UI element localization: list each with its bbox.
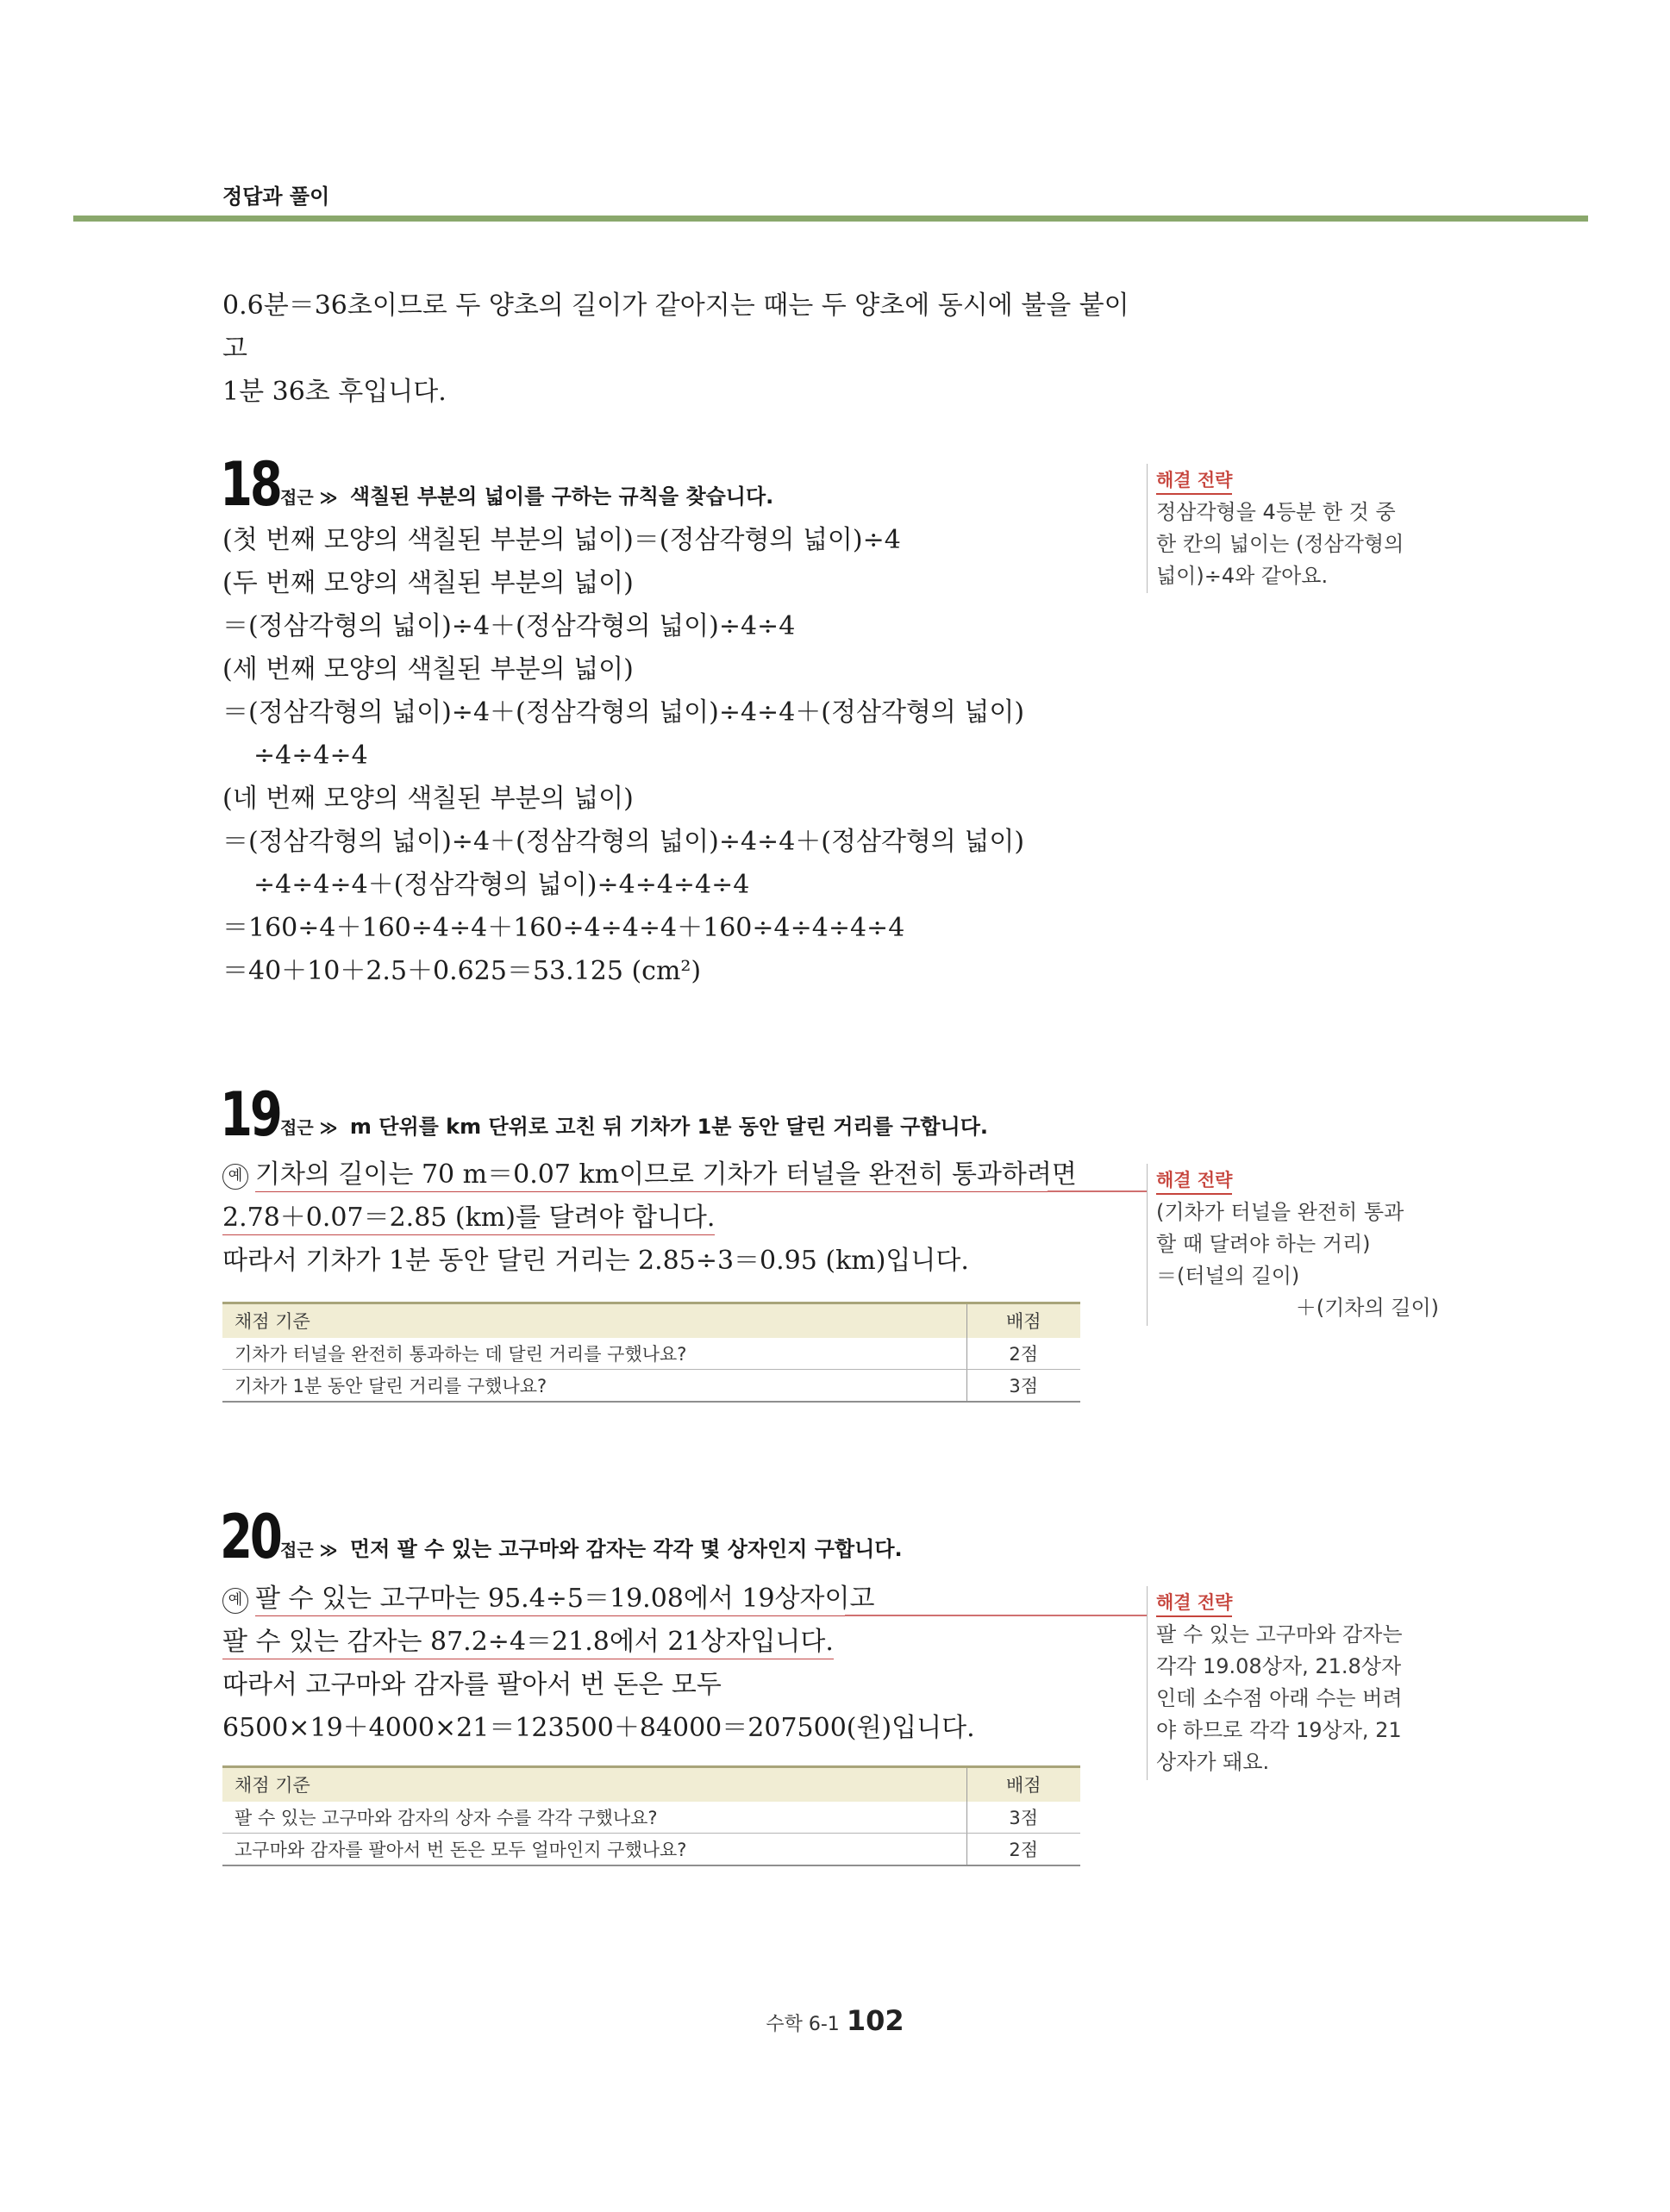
solution-line: 따라서 고구마와 감자를 팔아서 번 돈은 모두 <box>222 1670 722 1700</box>
score-cell: 2점 <box>966 1338 1080 1370</box>
criteria-cell: 기차가 터널을 완전히 통과하는 데 달린 거리를 구했나요? <box>222 1338 966 1370</box>
problem-number-19: 19 <box>220 1079 280 1150</box>
problem-number-20: 20 <box>220 1502 280 1572</box>
strategy-title: 해결 전략 <box>1156 1590 1232 1617</box>
approach-tag: 접근 ≫ <box>280 487 338 508</box>
approach-18 <box>280 479 773 509</box>
score-header: 배점 <box>966 1303 1080 1338</box>
footer-subject: 수학 6-1 <box>766 2014 840 2035</box>
strategy-line: 한 칸의 넓이는 (정삼각형의 <box>1156 532 1404 556</box>
approach-tag: 접근 ≫ <box>280 1540 338 1560</box>
header-divider <box>73 216 1588 222</box>
page-footer <box>0 2004 1670 2037</box>
solution-line: (첫 번째 모양의 색칠된 부분의 넓이)＝(정삼각형의 넓이)÷4 <box>222 525 901 555</box>
example-mark: 예 <box>222 1164 248 1190</box>
problem-number-18: 18 <box>220 449 280 520</box>
solution-line: ＝(정삼각형의 넓이)÷4＋(정삼각형의 넓이)÷4÷4＋(정삼각형의 넓이) <box>222 827 1025 857</box>
strategy-line: 인데 소수점 아래 수는 버려 <box>1156 1686 1403 1710</box>
score-header: 배점 <box>966 1767 1080 1802</box>
approach-text: 먼저 팔 수 있는 고구마와 감자는 각각 몇 상자인지 구합니다. <box>349 1537 903 1561</box>
approach-text: 색칠된 부분의 넓이를 구하는 규칙을 찾습니다. <box>349 484 774 509</box>
strategy-line: (기차가 터널을 완전히 통과 <box>1156 1200 1404 1224</box>
table-header-row <box>222 1767 1080 1802</box>
example-mark: 예 <box>222 1588 248 1614</box>
table-row <box>222 1338 1080 1370</box>
page-number: 102 <box>846 2004 904 2037</box>
strategy-line: 할 때 달려야 하는 거리) <box>1156 1232 1371 1256</box>
strategy-connector <box>1048 1190 1147 1192</box>
underlined-text: 2.78＋0.07＝2.85 (km)를 달려야 합니다. <box>222 1203 715 1235</box>
intro-text <box>222 284 1154 414</box>
solution-line <box>222 1621 1136 1664</box>
criteria-header: 채점 기준 <box>222 1767 966 1802</box>
underlined-text: 기차의 길이는 70 m＝0.07 km이므로 기차가 터널을 완전히 통과하려면 <box>255 1159 1077 1192</box>
criteria-cell: 고구마와 감자를 팔아서 번 돈은 모두 얼마인지 구했나요? <box>222 1834 966 1865</box>
strategy-line: 정삼각형을 4등분 한 것 중 <box>1156 500 1396 524</box>
solution-line <box>222 1197 1136 1240</box>
underlined-text: 팔 수 있는 고구마는 95.4÷5＝19.08에서 19상자이고 <box>255 1584 874 1616</box>
strategy-box-19 <box>1147 1164 1444 1326</box>
approach-20 <box>280 1532 903 1562</box>
strategy-connector <box>845 1615 1147 1616</box>
strategy-line: 팔 수 있는 고구마와 감자는 <box>1156 1622 1403 1647</box>
table-row <box>222 1802 1080 1834</box>
solution-line: ＝40＋10＋2.5＋0.625＝53.125 (cm²) <box>222 956 702 986</box>
intro-line: 1분 36초 후입니다. <box>222 377 447 407</box>
solution-line <box>222 1153 1136 1197</box>
strategy-box-18 <box>1147 464 1444 593</box>
solution-line: 6500×19＋4000×21＝123500＋84000＝207500(원)입니다. <box>222 1713 975 1743</box>
strategy-box-20 <box>1147 1586 1444 1780</box>
solution-19 <box>222 1153 1136 1283</box>
solution-line: (세 번째 모양의 색칠된 부분의 넓이) <box>222 654 634 684</box>
solution-line: (네 번째 모양의 색칠된 부분의 넓이) <box>222 784 634 814</box>
solution-20 <box>222 1578 1136 1750</box>
criteria-cell: 팔 수 있는 고구마와 감자의 상자 수를 각각 구했나요? <box>222 1802 966 1834</box>
grading-table-20 <box>222 1765 1080 1866</box>
solution-line: (두 번째 모양의 색칠된 부분의 넓이) <box>222 568 634 598</box>
approach-text: m 단위를 km 단위로 고친 뒤 기차가 1분 동안 달린 거리를 구합니다. <box>349 1115 989 1139</box>
grading-table-19 <box>222 1302 1080 1403</box>
strategy-title: 해결 전략 <box>1156 467 1232 495</box>
criteria-cell: 기차가 1분 동안 달린 거리를 구했나요? <box>222 1370 966 1402</box>
score-cell: 3점 <box>966 1370 1080 1402</box>
solution-line: 따라서 기차가 1분 동안 달린 거리는 2.85÷3＝0.95 (km)입니다. <box>222 1246 969 1276</box>
criteria-header: 채점 기준 <box>222 1303 966 1338</box>
strategy-line: 각각 19.08상자, 21.8상자 <box>1156 1654 1402 1678</box>
strategy-line: ＝(터널의 길이) <box>1156 1264 1300 1288</box>
table-header-row <box>222 1303 1080 1338</box>
intro-line: 0.6분＝36초이므로 두 양초의 길이가 같아지는 때는 두 양초에 동시에 불을 붙이고 <box>222 291 1129 364</box>
approach-tag: 접근 ≫ <box>280 1117 338 1138</box>
solution-line: ÷4÷4÷4＋(정삼각형의 넓이)÷4÷4÷4÷4 <box>253 870 750 900</box>
section-header: 정답과 풀이 <box>222 184 330 209</box>
solution-line: ÷4÷4÷4 <box>253 740 368 771</box>
strategy-line: 넓이)÷4와 같아요. <box>1156 564 1329 588</box>
strategy-line: 야 하므로 각각 19상자, 21 <box>1156 1718 1402 1742</box>
solution-line: ＝160÷4＋160÷4÷4＋160÷4÷4÷4＋160÷4÷4÷4÷4 <box>222 913 905 943</box>
solution-18 <box>222 519 1136 993</box>
solution-line: ＝(정삼각형의 넓이)÷4＋(정삼각형의 넓이)÷4÷4 <box>222 611 796 641</box>
score-cell: 2점 <box>966 1834 1080 1865</box>
solution-line: ＝(정삼각형의 넓이)÷4＋(정삼각형의 넓이)÷4÷4＋(정삼각형의 넓이) <box>222 697 1025 728</box>
strategy-line: 상자가 돼요. <box>1156 1750 1270 1774</box>
table-row <box>222 1370 1080 1402</box>
strategy-line: ＋(기차의 길이) <box>1295 1296 1439 1320</box>
strategy-title: 해결 전략 <box>1156 1167 1232 1195</box>
underlined-text: 팔 수 있는 감자는 87.2÷4＝21.8에서 21상자입니다. <box>222 1627 834 1659</box>
score-cell: 3점 <box>966 1802 1080 1834</box>
approach-19 <box>280 1109 988 1140</box>
table-row <box>222 1834 1080 1865</box>
